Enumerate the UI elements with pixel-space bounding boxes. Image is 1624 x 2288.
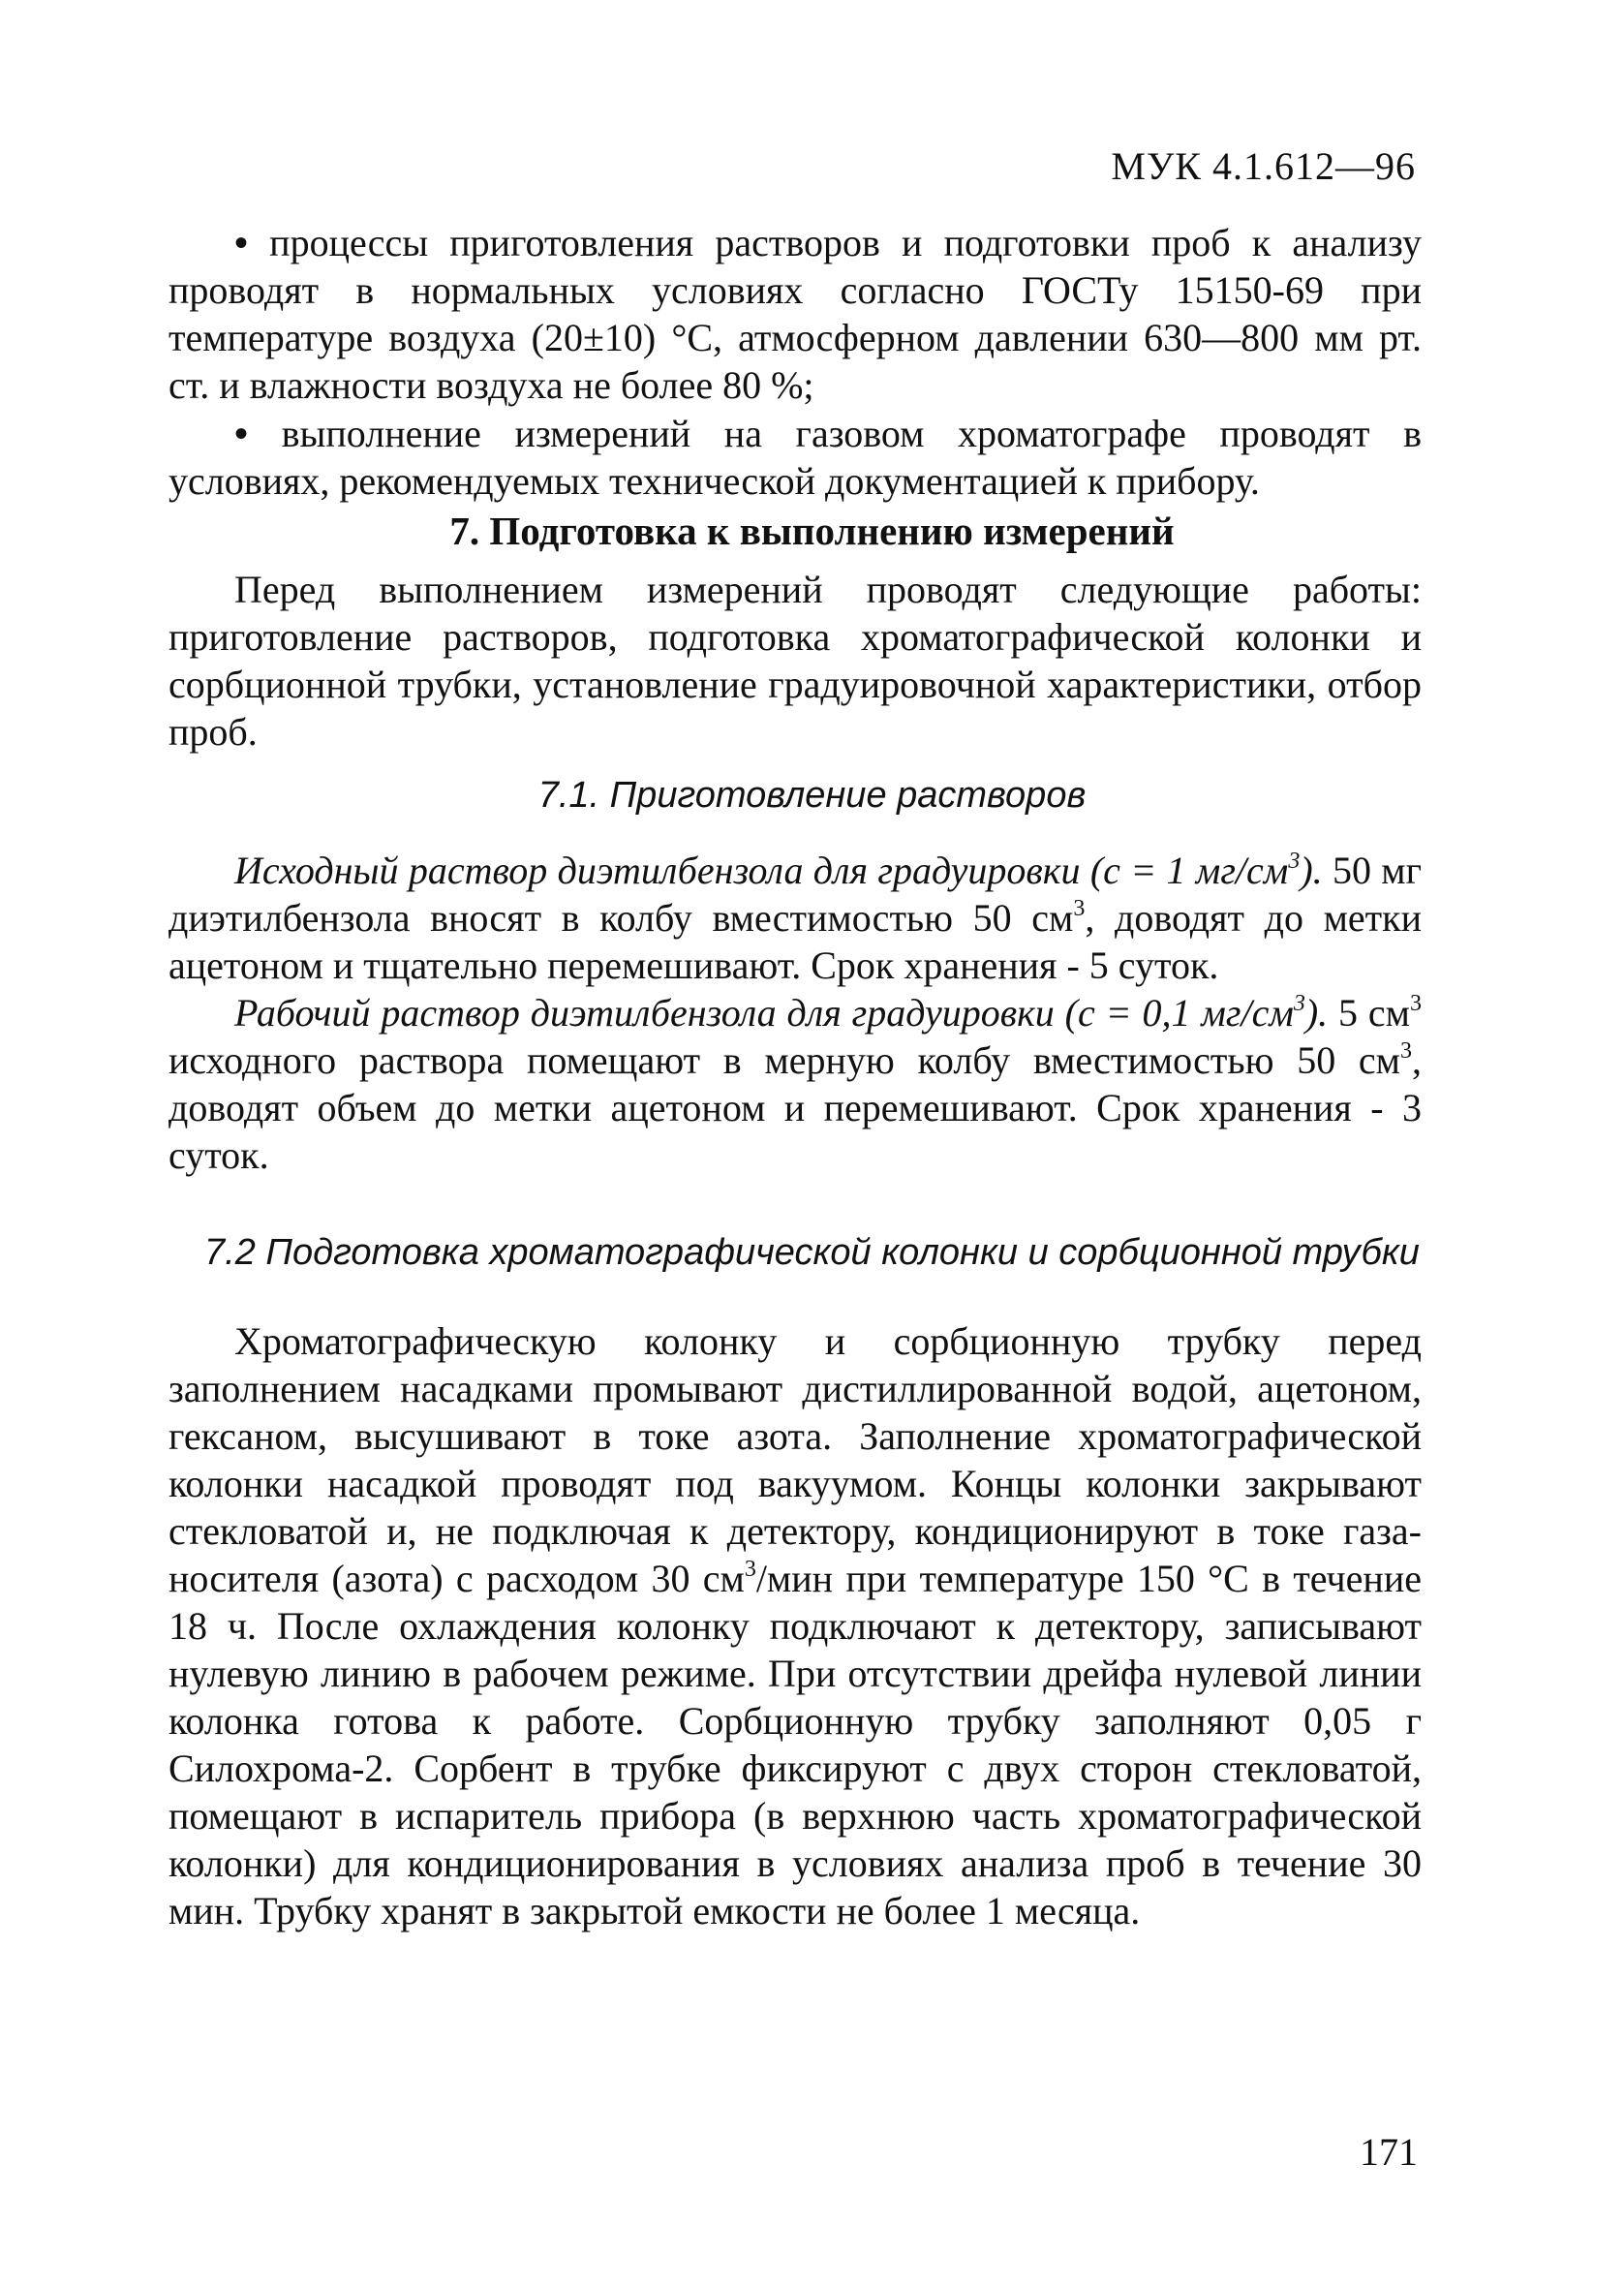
section-7-2-heading: 7.2 Подготовка хроматографической колонки и сорбционной трубки xyxy=(204,1232,1420,1273)
working-solution-title-end: ). xyxy=(1304,991,1329,1035)
superscript: 3 xyxy=(1410,991,1422,1016)
working-solution-text-end: , доводят объем до метки ацетоном и перемешивают. Срок хранения - 3 суток. xyxy=(169,1038,1422,1177)
column-preparation-text: Хроматографическую колонку и сорбционную трубку перед заполнением насадками промывают дистиллированной водой, ацетоном, гексаном, высушивают в токе азота. Заполнение хроматографической колонки насадкой проводят под вакуумом. Концы колонки закрывают стекловатой и, не подключая к детектору, кондиционируют в токе газа-носителя (азота) с расходом 30 см xyxy=(169,1319,1422,1600)
superscript: 3 xyxy=(744,1557,756,1582)
working-solution-title xyxy=(234,991,1328,1035)
page-number: 171 xyxy=(1360,2130,1418,2174)
superscript: 3 xyxy=(1288,849,1301,874)
intro-bullet-list xyxy=(169,219,1422,505)
bullet-marker: • xyxy=(234,221,249,264)
stock-solution-text-end: , доводят до метки ацетоном и тщательно перемешивают. Срок хранения - 5 суток. xyxy=(169,896,1423,987)
stock-solution-title-end: ). xyxy=(1300,849,1323,892)
document-code-header: МУК 4.1.612—96 xyxy=(1111,144,1416,188)
superscript: 3 xyxy=(1400,1038,1412,1064)
bullet-item-chromatograph xyxy=(169,410,1422,505)
working-solution-text: 5 см xyxy=(1328,991,1410,1035)
section-7-body xyxy=(169,566,1422,756)
stock-solution-text: 50 мг диэтилбензола вносят в колбу вместимостью 50 см xyxy=(169,849,1423,940)
section-7-2-paragraph xyxy=(169,1317,1422,1934)
section-7-1-heading: 7.1. Приготовление растворов xyxy=(537,775,1087,816)
working-solution-text-mid: исходного раствора помещают в мерную колбу вместимостью 50 см xyxy=(169,1038,1400,1082)
section-7-1-body xyxy=(169,847,1422,1179)
stock-solution-paragraph xyxy=(169,847,1422,989)
working-solution-title-text: Рабочий раствор диэтилбензола для градуировки (с = 0,1 мг/см xyxy=(234,991,1294,1035)
section-7-2-body xyxy=(169,1317,1422,1934)
bullet-marker: • xyxy=(234,412,249,455)
superscript: 3 xyxy=(1293,991,1305,1016)
section-7-paragraph: Перед выполнением измерений проводят следующие работы: приготовление растворов, подготовка хроматографической колонки и сорбционной трубки, установление градуировочной характеристики, отбор проб. xyxy=(169,568,1422,754)
stock-solution-title xyxy=(234,849,1323,892)
superscript: 3 xyxy=(1073,896,1086,921)
bullet-text: процессы приготовления растворов и подготовки проб к анализу проводят в нормальных условиях согласно ГОСТу 15150-69 при температуре воздуха (20±10) °С, атмосферном давлении 630—800 мм рт. ст. и влажности воздуха не более 80 %; xyxy=(169,221,1422,407)
stock-solution-title-text: Исходный раствор диэтилбензола для градуировки (с = 1 мг/см xyxy=(234,849,1289,892)
bullet-text: выполнение измерений на газовом хроматографе проводят в условиях, рекомендуемых технической документацией к прибору. xyxy=(169,412,1422,503)
working-solution-paragraph xyxy=(169,989,1422,1179)
bullet-item-conditions xyxy=(169,219,1422,409)
column-preparation-text-end: /мин при температуре 150 °С в течение 18 ч. После охлаждения колонку подключают к детектору, записывают нулевую линию в рабочем режиме. При отсутствии дрейфа нулевой линии колонка готова к работе. Сорбционную трубку заполняют 0,05 г Силохрома-2. Сорбент в трубке фиксируют с двух сторон стекловатой, помещают в испаритель прибора (в верхнюю часть хроматографической колонки) для кондиционирования в условиях анализа проб в течение 30 мин. Трубку хранят в закрытой емкости не более 1 месяца. xyxy=(169,1557,1422,1932)
section-7-heading: 7. Подготовка к выполнению измерений xyxy=(449,509,1175,553)
